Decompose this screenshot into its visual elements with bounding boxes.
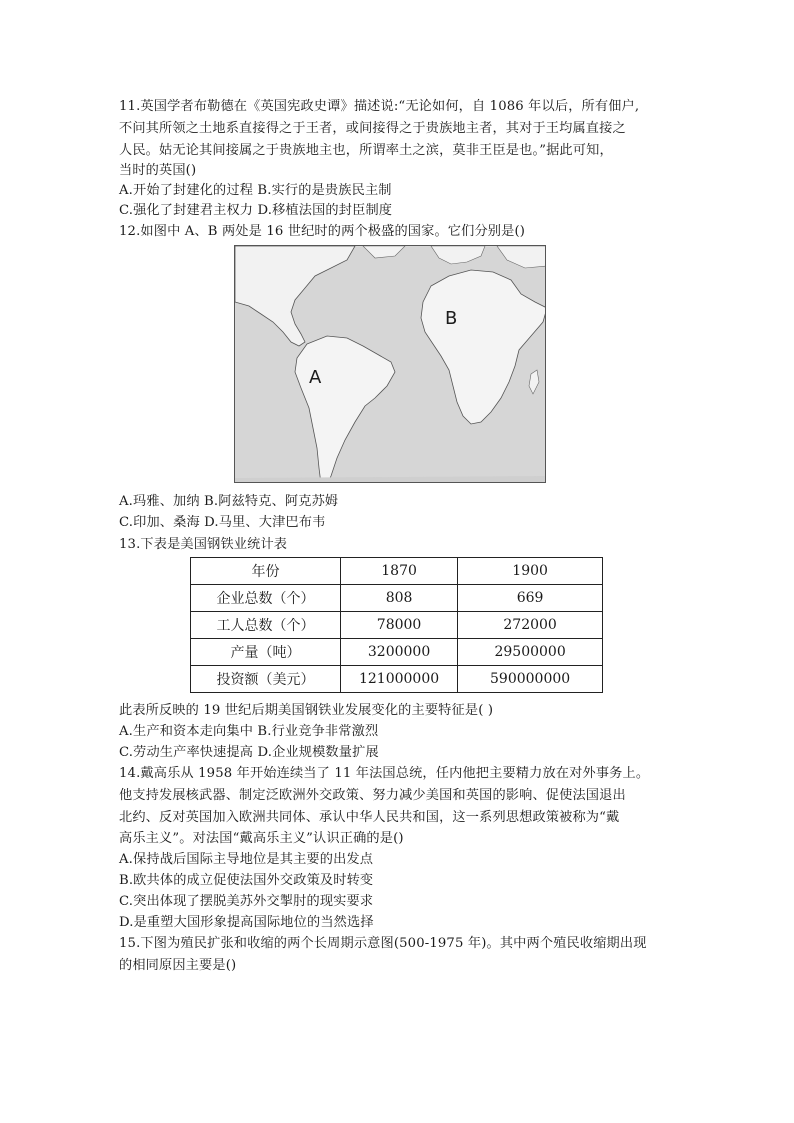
q14-stem-line-2: 他支持发展核武器、制定泛欧洲外交政策、努力减少美国和英国的影响、促使法国退出	[119, 788, 626, 803]
q12-stem: 12.如图中 A、B 两处是 16 世纪时的两个极盛的国家。它们分别是()	[119, 224, 526, 239]
table-cell: 808	[340, 585, 457, 612]
world-map-figure	[234, 245, 546, 483]
q15-stem-line-1: 15.下图为殖民扩张和收缩的两个长周期示意图(500-1975 年)。其中两个殖民收缩期出现	[119, 936, 647, 951]
table-header-row	[191, 558, 603, 585]
q12-options-cd: C.印加、桑海 D.马里、大津巴布韦	[119, 515, 326, 530]
table-cell: 3200000	[340, 639, 457, 666]
table-cell: 272000	[458, 612, 603, 639]
table-header-cell: 1870	[340, 558, 457, 585]
q11-stem-line-1: 11.英国学者布勒德在《英国宪政史谭》描述说:“无论如何，自 1086 年以后，所有佃户,	[119, 99, 640, 114]
table-cell: 工人总数（个）	[191, 612, 341, 639]
q14-option-a: A.保持战后国际主导地位是其主要的出发点	[119, 852, 374, 867]
table-cell: 590000000	[458, 666, 603, 693]
table-header-cell: 年份	[191, 558, 341, 585]
map-label-b: B	[445, 308, 458, 329]
table-header-cell: 1900	[458, 558, 603, 585]
table-cell: 78000	[340, 612, 457, 639]
map-drawing	[235, 246, 546, 483]
q14-option-d: D.是重塑大国形象提高国际地位的当然选择	[119, 915, 374, 930]
q13-options-ab: A.生产和资本走向集中 B.行业竞争非常激烈	[119, 724, 379, 739]
table-cell: 产量（吨）	[191, 639, 341, 666]
q11-stem-line-2: 不问其所领之土地系直接得之于王者，或间接得之于贵族地主者，其对于王均属直接之	[119, 121, 626, 136]
q15-stem-line-2: 的相同原因主要是()	[119, 958, 237, 973]
q14-option-b: B.欧共体的成立促使法国外交政策及时转变	[119, 873, 374, 888]
q13-stem: 13.下表是美国钢铁业统计表	[119, 537, 288, 552]
q14-stem-line-3: 北约、反对英国加入欧洲共同体、承认中华人民共和国，这一系列思想政策被称为“戴	[119, 810, 620, 825]
q11-options-cd: C.强化了封建君主权力 D.移植法国的封臣制度	[119, 203, 393, 218]
table-row	[191, 639, 603, 666]
map-label-a: A	[309, 367, 322, 388]
q11-stem-line-3: 人民。姑无论其间接属之于贵族地主也，所谓率土之滨，莫非王臣是也。”据此可知，	[119, 143, 613, 158]
table-row	[191, 585, 603, 612]
q11-stem-line-4: 当时的英国()	[119, 163, 197, 178]
q14-stem-line-1: 14.戴高乐从 1958 年开始连续当了 11 年法国总统，任内他把主要精力放在对外事务上。	[119, 766, 650, 781]
table-cell: 29500000	[458, 639, 603, 666]
table-cell: 企业总数（个）	[191, 585, 341, 612]
table-cell: 投资额（美元）	[191, 666, 341, 693]
table-cell: 669	[458, 585, 603, 612]
table-row	[191, 612, 603, 639]
table-row	[191, 666, 603, 693]
q14-stem-line-4: 高乐主义”。对法国“戴高乐主义”认识正确的是()	[119, 831, 404, 846]
table-cell: 121000000	[340, 666, 457, 693]
steel-industry-table	[190, 557, 603, 693]
q12-options-ab: A.玛雅、加纳 B.阿兹特克、阿克苏姆	[119, 494, 339, 509]
q13-options-cd: C.劳动生产率快速提高 D.企业规模数量扩展	[119, 745, 379, 760]
q13-question: 此表所反映的 19 世纪后期美国钢铁业发展变化的主要特征是( )	[119, 703, 494, 718]
q11-options-ab: A.开始了封建化的过程 B.实行的是贵族民主制	[119, 183, 392, 198]
q14-option-c: C.突出体现了摆脱美苏外交掣肘的现实要求	[119, 894, 374, 909]
